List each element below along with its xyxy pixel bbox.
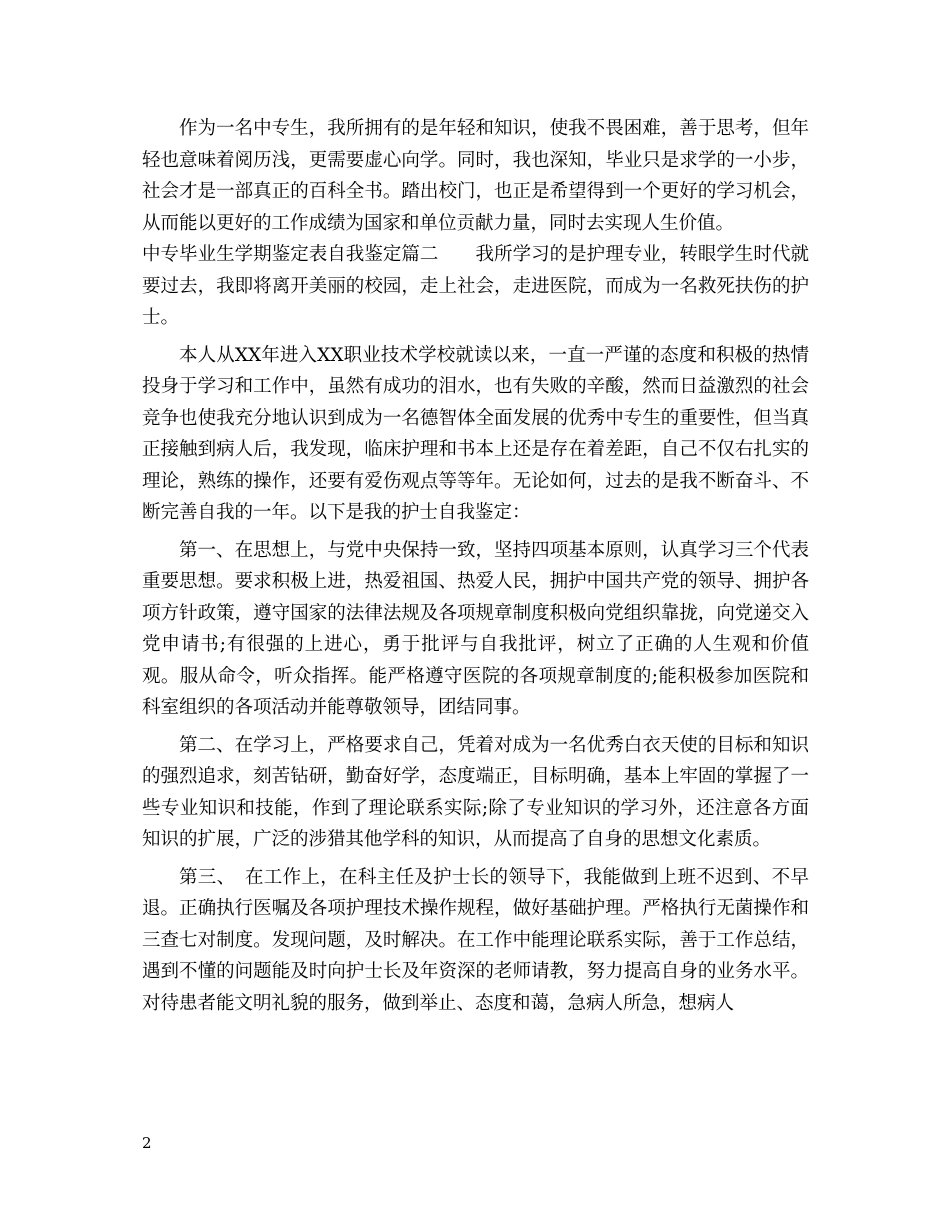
paragraph-study: 第二、在学习上，严格要求自己，凭着对成为一名优秀白衣天使的目标和知识的强烈追求，刻苦钻研，勤奋好学，态度端正，目标明确，基本上牢固的掌握了一些专业知识和技能，作到了理论联系实际;除了专业知识的学习外，还注意各方面知识的扩展，广泛的涉猎其他学科的知识，从而提高了自身的思想文化素质。 [142,734,809,850]
paragraph-work: 第三、 在工作上，在科主任及护士长的领导下，我能做到上班不迟到、不早退。正确执行医嘱及各项护理技术操作规程，做好基础护理。严格执行无菌操作和三查七对制度。发现问题，及时解决。在工作中能理论联系实际，善于工作总结，遇到不懂的问题能及时向护士长及年资深的老师请教，努力提高自身的业务水平。对待患者能文明礼貌的服务，做到举止、态度和蔼，急病人所急，想病人 [142,866,809,1014]
paragraph-section-two-heading: 中专毕业生学期鉴定表自我鉴定篇二 我所学习的是护理专业，转眼学生时代就要过去，我即将离开美丽的校园，走上社会，走进医院，而成为一名救死扶伤的护士。 [142,244,809,328]
paragraph-intro: 作为一名中专生，我所拥有的是年轻和知识，使我不畏困难，善于思考，但年轻也意味着阅历浅，更需要虚心向学。同时，我也深知，毕业只是求学的一小步，社会才是一部真正的百科全书。踏出校门，也正是希望得到一个更好的学习机会，从而能以更好的工作成绩为国家和单位贡献力量，同时去实现人生价值。 [142,118,809,234]
paragraph-ideology: 第一、在思想上，与党中央保持一致，坚持四项基本原则，认真学习三个代表重要思想。要求积极上进，热爱祖国、热爱人民，拥护中国共产党的领导、拥护各项方针政策，遵守国家的法律法规及各项规章制度积极向党组织靠拢，向党递交入党申请书;有很强的上进心，勇于批评与自我批评，树立了正确的人生观和价值观。服从命令，听众指挥。能严格遵守医院的各项规章制度的;能积极参加医院和科室组织的各项活动并能尊敬领导，团结同事。 [142,539,809,718]
document-body [142,113,809,1019]
paragraph-self-introduction: 本人从XX年进入XX职业技术学校就读以来，一直一严谨的态度和积极的热情投身于学习和工作中，虽然有成功的泪水，也有失败的辛酸，然而日益激烈的社会竞争也使我充分地认识到成为一名德智体全面发展的优秀中专生的重要性，但当真正接触到病人后，我发现，临床护理和书本上还是存在着差距，自己不仅右扎实的理论，熟练的操作，还要有爱伤观点等等年。无论如何，过去的是我不断奋斗、不断完善自我的一年。以下是我的护士自我鉴定： [142,344,809,523]
page-number: 2 [142,1134,152,1152]
